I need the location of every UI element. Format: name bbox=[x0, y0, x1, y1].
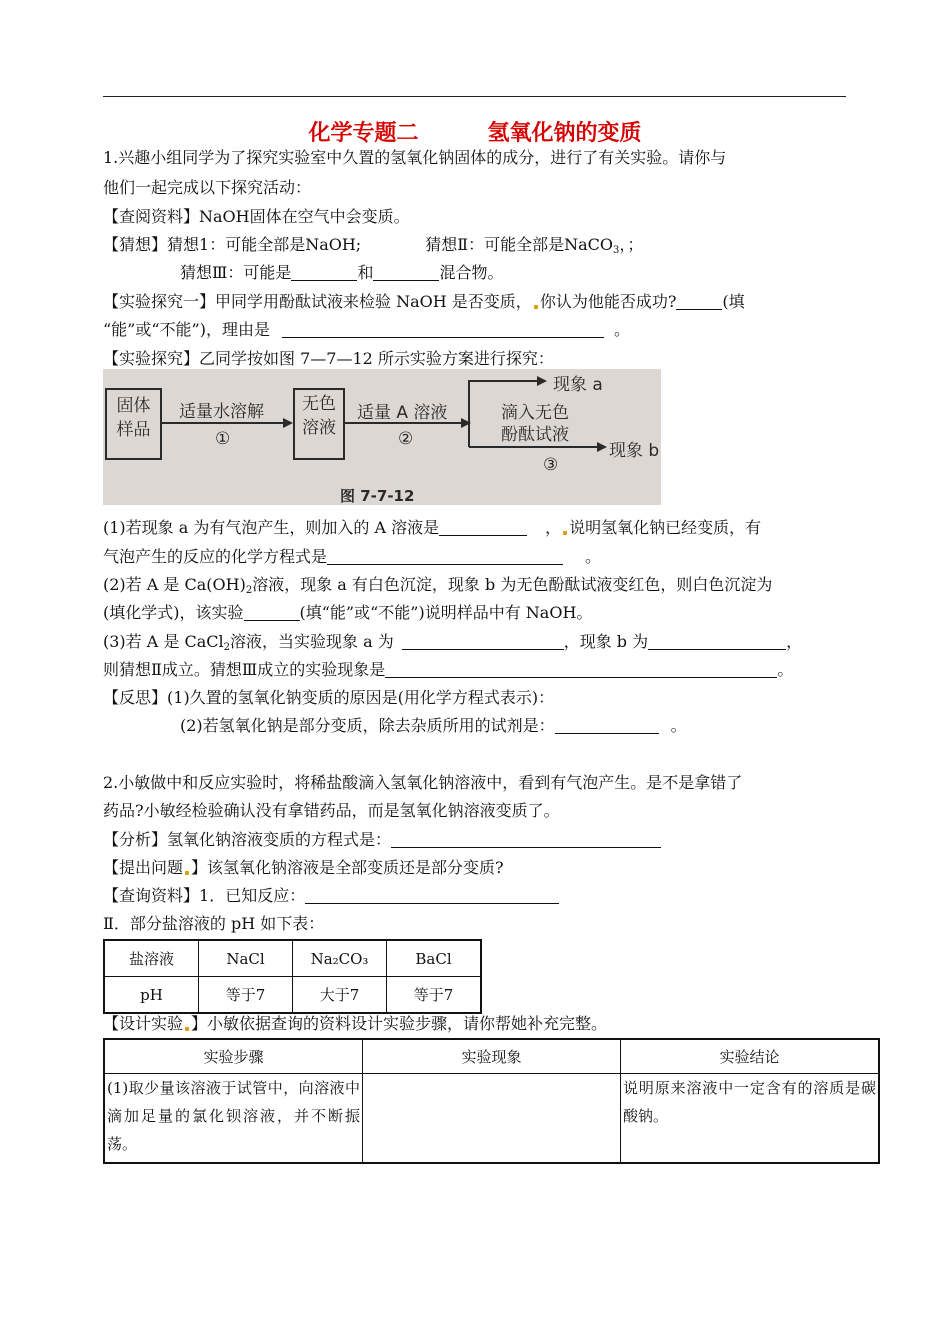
phenomenon-a: 现象 a bbox=[553, 375, 603, 395]
figure-caption: 图 7-7-12 bbox=[340, 487, 415, 505]
ph-table bbox=[103, 939, 482, 1014]
q2-intro-line2: 药品?小敏经检验确认没有拿错药品，而是氢氧化钠溶液变质了。 bbox=[103, 801, 560, 820]
q2-analysis-line: 【分析】氢氧化钠溶液变质的方程式是： bbox=[103, 830, 661, 850]
solid-sample-box: 固体 样品 bbox=[105, 388, 162, 460]
reflect-blank-reagent[interactable] bbox=[555, 716, 659, 734]
row1-phenomenon-blank[interactable] bbox=[363, 1074, 621, 1164]
q1-p3-line2: 则猜想Ⅱ成立。猜想Ⅲ成立的实验现象是 。 bbox=[103, 660, 794, 679]
step1-label: 适量水溶解 bbox=[179, 402, 264, 422]
experiment-table bbox=[103, 1038, 880, 1164]
p1-blank-equation[interactable] bbox=[327, 547, 563, 565]
q1-info-line bbox=[103, 207, 410, 227]
q2-intro-line1: 2.小敏做中和反应实验时，将稀盐酸滴入氢氧化钠溶液中，看到有气泡产生。是不是拿错了 bbox=[103, 773, 743, 792]
q1-p1-line2: 气泡产生的反应的化学方程式是 。 bbox=[103, 547, 602, 566]
q1-exp1-line2: “能”或“不能”)，理由是 。 bbox=[103, 320, 630, 339]
ph-table-cell: 等于7 bbox=[387, 977, 482, 1014]
q1-intro-line1: 1.兴趣小组同学为了探究实验室中久置的氢氧化钠固体的成分，进行了有关实验。请你与 bbox=[103, 148, 727, 167]
q1-guess-line bbox=[103, 235, 643, 255]
header-steps: 实验步骤 bbox=[104, 1039, 363, 1074]
header-phenomenon: 实验现象 bbox=[363, 1039, 621, 1074]
analysis-tag: 【分析】 bbox=[103, 830, 168, 849]
exp1-blank-reason[interactable] bbox=[282, 320, 604, 338]
experiment-table-header bbox=[104, 1039, 879, 1074]
guess3-blank-2[interactable] bbox=[373, 263, 439, 281]
ph-table-cell: BaCl bbox=[387, 940, 482, 977]
q1-reflect-line: 【反思】(1)久置的氢氧化钠变质的原因是(用化学方程式表示)： bbox=[103, 688, 555, 707]
ph-table-cell: 大于7 bbox=[293, 977, 387, 1014]
exp1-blank-can[interactable] bbox=[676, 292, 722, 310]
row1-conclusion: 说明原来溶液中一定含有的溶质是碳酸钠。 bbox=[621, 1074, 880, 1164]
experiment-table-row bbox=[104, 1074, 879, 1164]
p3-blank-phen-b[interactable] bbox=[648, 632, 786, 650]
q1-reflect-line2: (2)若氢氧化钠是部分变质，除去杂质所用的试剂是： 。 bbox=[180, 716, 687, 735]
ph-table-cell: 盐溶液 bbox=[104, 940, 199, 977]
p3-blank-guess3[interactable] bbox=[385, 660, 777, 678]
ph-table-row bbox=[104, 977, 481, 1014]
ph-table-cell: NaCl bbox=[199, 940, 293, 977]
step2-number: ② bbox=[398, 429, 414, 449]
q1-p3-line: (3)若 A 是 CaCl$_2$溶液，当实验现象 a 为 ，现象 b 为 ， bbox=[103, 632, 803, 653]
q1-p2-line: (2)若 A 是 $Ca(OH)_2$溶液，现象 a 有白色沉淀，现象 b 为无色酚酞试液变红色，则白色沉淀为 bbox=[103, 575, 773, 596]
guess-tag: 【猜想】 bbox=[103, 235, 168, 254]
step2-label: 适量 A 溶液 bbox=[357, 403, 448, 423]
q2-ph-intro-line: Ⅱ．部分盐溶液的 pH 如下表： bbox=[103, 914, 325, 933]
step3-label: 滴入无色 酚酞试液 bbox=[501, 403, 569, 445]
mark-dot-4 bbox=[185, 1027, 189, 1031]
query-tag: 【查询资料】 bbox=[103, 886, 200, 905]
guess-1: 猜想1：可能全部是NaOH; bbox=[167, 235, 362, 254]
info-text: NaOH固体在空气中会变质。 bbox=[199, 207, 410, 226]
header-conclusion: 实验结论 bbox=[621, 1039, 880, 1074]
q2-query-line: 【查询资料】1．已知反应： bbox=[103, 886, 559, 906]
q2-design-line: 【设计实验 】小敏依据查询的资料设计实验步骤，请你帮她补充完整。 bbox=[103, 1014, 608, 1033]
header-rule bbox=[103, 96, 846, 97]
step3-number: ③ bbox=[543, 455, 559, 475]
q2-question-line: 【提出问题 】该氢氧化钠溶液是全部变质还是部分变质? bbox=[103, 858, 504, 877]
q1-guess3-line: 猜想Ⅲ：可能是 和 混合物。 bbox=[180, 263, 504, 282]
exp2-tag: 【实验探究】 bbox=[103, 349, 200, 368]
exp1-tag: 【实验探究一】 bbox=[103, 292, 216, 311]
ph-table-cell: Na₂CO₃ bbox=[293, 940, 387, 977]
query-blank-reaction[interactable] bbox=[305, 886, 559, 904]
q1-exp1-line: 【实验探究一】甲同学用酚酞试液来检验 NaOH 是否变质， 你认为他能否成功? (填 bbox=[103, 292, 745, 311]
ph-table-row bbox=[104, 940, 481, 977]
phenomenon-b: 现象 b bbox=[609, 441, 660, 461]
mark-dot bbox=[534, 305, 538, 309]
colorless-solution-box: 无色 溶液 bbox=[293, 388, 345, 460]
info-tag: 【查阅资料】 bbox=[103, 207, 200, 226]
p1-blank-solution[interactable] bbox=[439, 518, 527, 536]
ph-table-cell: 等于7 bbox=[199, 977, 293, 1014]
mark-dot-2 bbox=[563, 531, 567, 535]
q1-p1-line: (1)若现象 a 为有气泡产生，则加入的 A 溶液是 ， 说明氢氧化钠已经变质，有 bbox=[103, 518, 762, 537]
mark-dot-3 bbox=[185, 871, 189, 875]
q1-p2-line2: (填化学式)，该实验 (填“能”或“不能”)说明样品中有 NaOH。 bbox=[103, 603, 593, 622]
flow-diagram bbox=[103, 369, 661, 505]
row1-steps: (1)取少量该溶液于试管中，向溶液中滴加足量的氯化钡溶液，并不断振荡。 bbox=[104, 1074, 363, 1164]
ph-table-cell: pH bbox=[104, 977, 199, 1014]
reflect-tag: 【反思】 bbox=[103, 688, 168, 707]
page-title: 化学专题二 氢氧化钠的变质 bbox=[308, 121, 642, 146]
p3-blank-phen-a[interactable] bbox=[402, 632, 564, 650]
analysis-blank-equation[interactable] bbox=[391, 830, 661, 848]
q1-intro-line2: 他们一起完成以下探究活动： bbox=[103, 178, 312, 197]
step1-number: ① bbox=[215, 429, 231, 449]
q1-exp2-line: 【实验探究】乙同学按如图 7—7—12 所示实验方案进行探究： bbox=[103, 349, 554, 368]
p2-blank-can[interactable] bbox=[244, 603, 300, 621]
guess3-blank-1[interactable] bbox=[291, 263, 357, 281]
guess-2: 猜想Ⅱ：可能全部是NaCO$_3$，； bbox=[425, 235, 644, 256]
